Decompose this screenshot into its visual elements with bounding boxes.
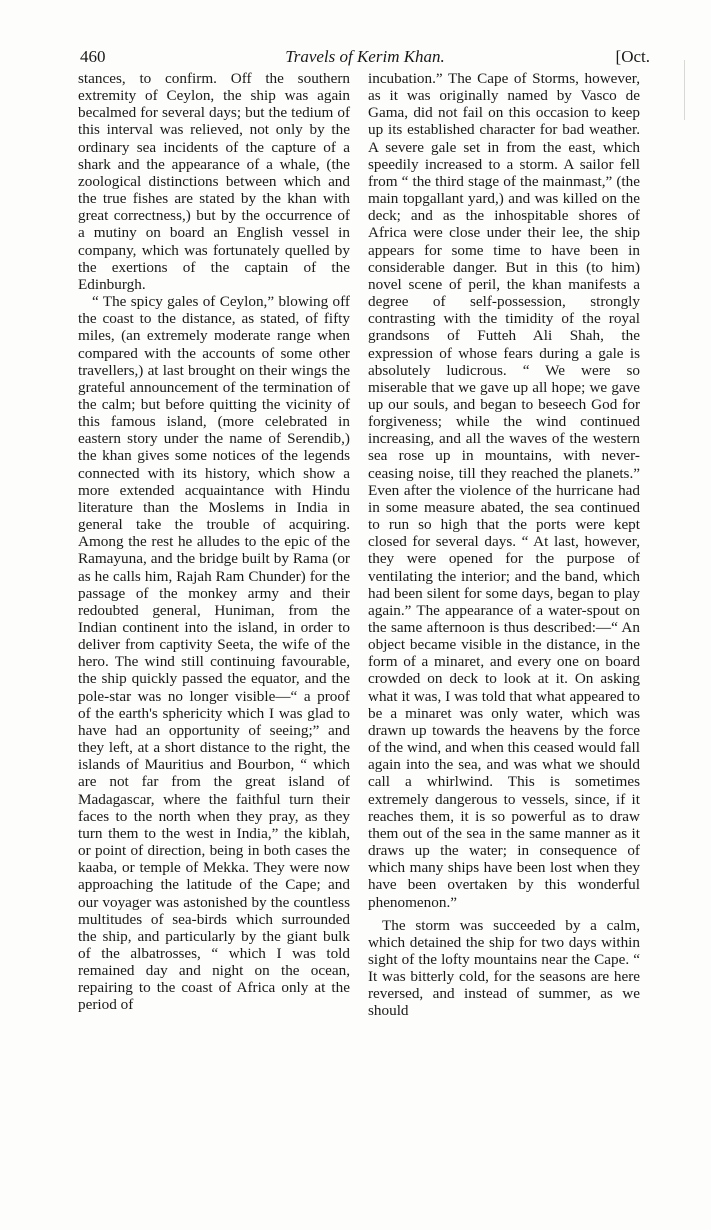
right-paragraph-2: The storm was succeeded by a calm, which detained the ship for two days within sight of the lofty mountains near the Cape. “ It was bitterly cold, for the seasons are here reversed, and instead of summer, as we should (368, 916, 640, 1020)
page-number: 460 (80, 47, 106, 66)
page-edge-mark (684, 60, 685, 120)
left-column (78, 70, 350, 1014)
right-paragraph-1: incubation.” The Cape of Storms, however, as it was originally named by Vasco de Gama, did not fail on this occasion to keep up its established character for bad weather. A severe gale set in from the east, which speedily increased to a storm. A sailor fell from “ the third stage of the mainmast,” (the main topgallant yard,) and was killed on the deck; and as the inhospitable shores of Africa were close under their lee, the ship appears for some time to have been in considerable danger. But in this (to him) novel scene of peril, the khan manifests a degree of self-possession, strongly contrasting with the timidity of the royal grandsons of Futteh Ali Shah, the expression of whose fears during a gale is absolutely ludicrous. “ We were so miserable that we gave up all hope; we gave up our souls, and began to beseech God for forgiveness; while the wind continued increasing, and all the waves of the western sea rose up in mountains, with never-ceasing noise, till they reached the planets.” Even after the violence of the hurricane had in some measure abated, the sea continued to run so high that the ports were kept closed for several days. “ At last, however, they were opened for the purpose of ventilating the interior; and the band, which had been silent for some days, began to play again.” The appearance of a water-spout on the same afternoon is thus described:—“ An object became visible in the distance, in the form of a minaret, and every one on board crowded on deck to look at it. On asking what it was, I was told that what appeared to be a minaret was only water, which was drawn up towards the heavens by the force of the wind, and when this ceased would fall again into the sea, and was what we should call a whirlwind. This is sometimes extremely dangerous to vessels, since, if it reaches them, it is so powerful as to draw them out of the sea in the same manner as it draws up the water; in consequence of which many ships have been lost when they have been overtaken by this wonderful phenomenon.” (368, 70, 640, 911)
running-title: Travels of Kerim Khan. (285, 47, 445, 66)
running-month: [Oct. (615, 47, 650, 66)
running-head (80, 47, 650, 71)
right-column (368, 70, 640, 1020)
left-paragraph-2: “ The spicy gales of Ceylon,” blowing off the coast to the distance, as stated, of fifty miles, (an extremely moderate range when compared with the accounts of some other travellers,) at last brought on their wings the grateful announcement of the termination of the calm; but before quitting the vicinity of this famous island, (more celebrated in eastern story under the name of Serendib,) the khan gives some notices of the legends connected with its history, which show a more extended acquaintance with Hindu literature than the Moslems in India in general take the trouble of acquiring. Among the rest he alludes to the epic of the Ramayuna, and the bridge built by Rama (or as he calls him, Rajah Ram Chunder) for the passage of the monkey army and their redoubted general, Huniman, from the Indian continent into the island, in order to deliver from captivity Seeta, the wife of the hero. The wind still continuing favourable, the ship quickly passed the equator, and the pole-star was no longer visible—“ a proof of the earth's sphericity which I was glad to have had an opportunity of seeing;” and they left, at a short distance to the right, the islands of Mauritius and Bourbon, “ which are not far from the great island of Madagascar, where the faithful turn their faces to the north when they pray, as they turn them to the west in India,” the kiblah, or point of direction, being in both cases the kaaba, or temple of Mekka. They were now approaching the latitude of the Cape; and our voyager was astonished by the countless multitudes of sea-birds which surrounded the ship, and particularly by the giant bulk of the albatrosses, “ which I was told remained day and night on the ocean, repairing to the coast of Africa only at the period of (78, 293, 350, 1014)
left-paragraph-1: stances, to confirm. Off the southern extremity of Ceylon, the ship was again becalmed for several days; but the tedium of this interval was relieved, not only by the ordinary sea incidents of the capture of a shark and the appearance of a whale, (the zoological distinctions between which and the true fishes are stated by the khan with great correctness,) but by the occurrence of a mutiny on board an English vessel in company, which was fortunately quelled by the exertions of the captain of the Edinburgh. (78, 70, 350, 293)
